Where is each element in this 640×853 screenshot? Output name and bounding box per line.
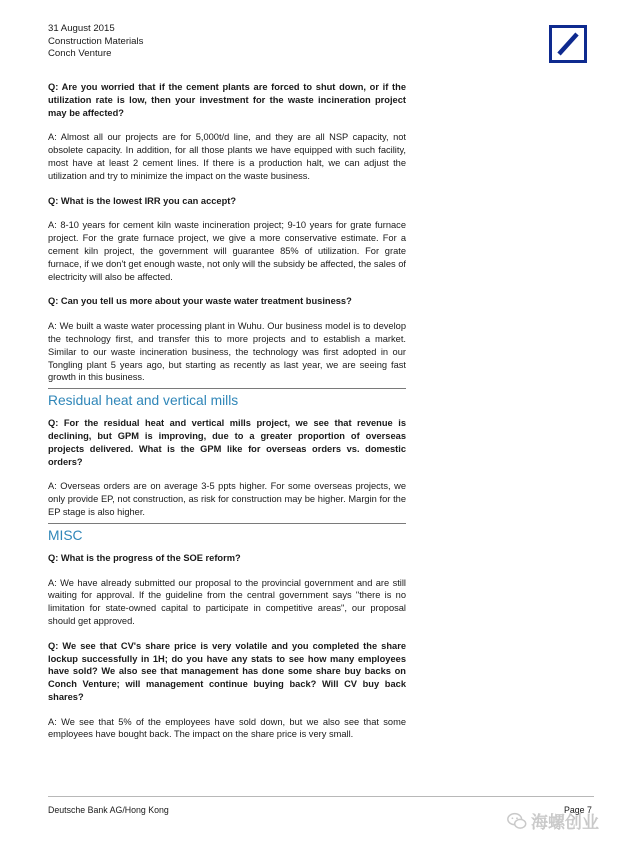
question: Q: For the residual heat and vertical mills project, we see that revenue is declining, but GPM is improving, due to a greater proportion of overseas projects delivered. What is the GPM like for overseas orders vs. domestic orders?	[48, 418, 406, 467]
question: Q: Are you worried that if the cement plants are forced to shut down, or if the utilization rate is low, then your investment for the waste incineration project may be affected?	[48, 82, 406, 118]
answer: A: 8-10 years for cement kiln waste incineration project; 9-10 years for grate furnace project. For the grate furnace project, we give a more conservative estimate. For a cement kiln project, the government will guarantee 85% of utilization. For grate furnace, if we don't get enough waste, not only will the subsidy be affected, the sales of electricity will also be affected.	[48, 220, 406, 282]
section-heading: Residual heat and vertical mills	[48, 388, 406, 409]
wechat-icon	[506, 810, 528, 832]
report-company: Conch Venture	[48, 48, 112, 59]
paragraph-gap	[48, 308, 406, 320]
page-number: Page 7	[564, 805, 592, 815]
watermark	[506, 808, 599, 833]
question: Q: Can you tell us more about your waste water treatment business?	[48, 296, 352, 307]
question: Q: What is the progress of the SOE reform?	[48, 552, 241, 563]
paragraph-gap	[48, 183, 406, 195]
paragraph-gap	[48, 565, 406, 577]
report-sector: Construction Materials	[48, 35, 144, 47]
paragraph-gap	[48, 207, 406, 219]
section-heading: MISC	[48, 523, 406, 544]
question: Q: We see that CV's share price is very volatile and you completed the share lockup successfully in 1H; do you have any stats to see how many employees have sold? We also see that management has done some share buy backs on Conch Venture; will management continue buying back? Will CV buy back shares?	[48, 640, 406, 702]
answer: A: We have already submitted our proposal to the provincial government and are still waiting for approval. If the guideline from the central government says "there is no limitation for state-owned capital to participate in competitive areas", our proposal should get approved.	[48, 577, 406, 626]
answer: A: Almost all our projects are for 5,000t/d line, and they are all NSP capacity, not obsolete capacity. In addition, for all those plants we have equipped with such facility, most have at least 2 cement lines. If there is a production halt, we can adjust the utilization and try to minimize the impact on the waste business.	[48, 132, 406, 181]
paragraph-gap	[48, 628, 406, 640]
answer: A: We built a waste water processing plant in Wuhu. Our business model is to develop the technology first, and transfer this to more projects and to establish a market. Similar to our waste incineration business, the technology was first adopted in our Tongling plant 5 years ago, but starting as recently as last year, we are seeing fast growth in this business.	[48, 321, 406, 383]
question: Q: What is the lowest IRR you can accept?	[48, 195, 237, 206]
answer: A: Overseas orders are on average 3-5 ppts higher. For some overseas projects, we only provide EP, not construction, as risk for construction may be higher. Margin for the EP stage is also higher.	[48, 481, 406, 517]
watermark-text: 海螺创业	[531, 813, 599, 832]
slash-logo-icon	[552, 28, 584, 60]
paragraph-gap	[48, 119, 406, 131]
report-header	[48, 23, 143, 61]
report-body	[48, 81, 406, 741]
footer-publisher: Deutsche Bank AG/Hong Kong	[48, 805, 169, 815]
answer: A: We see that 5% of the employees have sold down, but we also see that some employees have bought back. The impact on the share price is very small.	[48, 716, 406, 740]
report-date: 31 August 2015	[48, 23, 115, 34]
paragraph-gap	[48, 468, 406, 480]
footer-divider	[48, 796, 594, 797]
paragraph-gap	[48, 704, 406, 716]
paragraph-gap	[48, 283, 406, 295]
deutsche-bank-logo	[549, 25, 587, 63]
